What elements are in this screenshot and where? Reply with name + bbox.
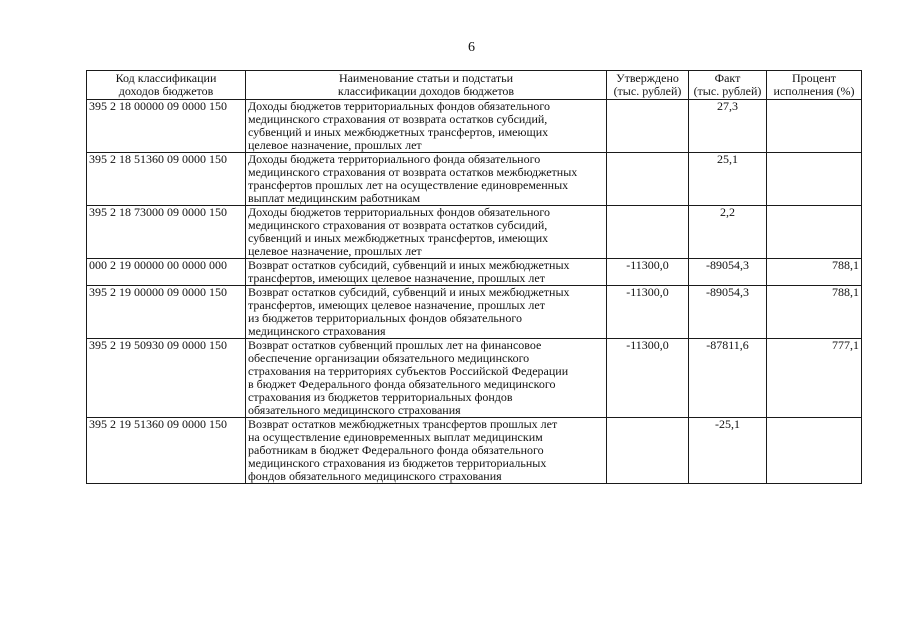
cell-name-line: на осуществление единовременных выплат медицинским: [248, 430, 543, 444]
header-name: Наименование статьи и подстатьи классификации доходов бюджетов: [246, 71, 607, 100]
cell-fact: 2,2: [689, 206, 767, 259]
cell-percent: 788,1: [767, 286, 862, 339]
cell-name-line: трансфертов, имеющих целевое назначение, прошлых лет: [248, 298, 545, 312]
cell-approved: -11300,0: [607, 339, 689, 418]
cell-approved: -11300,0: [607, 286, 689, 339]
cell-code: 395 2 18 51360 09 0000 150: [87, 153, 246, 206]
cell-name-line: целевое назначение, прошлых лет: [248, 138, 422, 152]
cell-name-line: медицинского страхования из бюджетов территориальных: [248, 456, 547, 470]
cell-name-line: медицинского страхования от возврата остатков субсидий,: [248, 218, 548, 232]
cell-name-line: Доходы бюджетов территориальных фондов обязательного: [248, 99, 551, 113]
table-row: [87, 153, 862, 206]
cell-percent: [767, 100, 862, 153]
cell-name-line: выплат медицинским работникам: [248, 191, 421, 205]
cell-approved: [607, 100, 689, 153]
table-row: [87, 286, 862, 339]
cell-name-line: трансфертов прошлых лет на осуществление единовременных: [248, 178, 569, 192]
cell-fact: 25,1: [689, 153, 767, 206]
table-row: [87, 259, 862, 286]
cell-approved: [607, 153, 689, 206]
cell-name: [246, 100, 607, 153]
cell-name-line: работникам в бюджет Федерального фонда обязательного: [248, 443, 544, 457]
cell-name-line: Возврат остатков межбюджетных трансфертов прошлых лет: [248, 417, 558, 431]
cell-name-line: медицинского страхования от возврата остатков субсидий,: [248, 112, 548, 126]
header-approved: Утверждено (тыс. рублей): [607, 71, 689, 100]
cell-name: [246, 286, 607, 339]
cell-name: [246, 339, 607, 418]
cell-name-line: в бюджет Федерального фонда обязательного медицинского: [248, 377, 556, 391]
cell-name: [246, 418, 607, 484]
cell-fact: -25,1: [689, 418, 767, 484]
table-row: [87, 100, 862, 153]
page-number: 6: [468, 40, 475, 55]
cell-fact: -89054,3: [689, 259, 767, 286]
cell-approved: [607, 206, 689, 259]
cell-percent: 777,1: [767, 339, 862, 418]
cell-name: [246, 206, 607, 259]
cell-approved: -11300,0: [607, 259, 689, 286]
header-fact: Факт (тыс. рублей): [689, 71, 767, 100]
header-percent: Процент исполнения (%): [767, 71, 862, 100]
table-row: [87, 418, 862, 484]
cell-name: [246, 153, 607, 206]
cell-fact: -89054,3: [689, 286, 767, 339]
cell-name-line: страхования из бюджетов территориальных фондов: [248, 390, 513, 404]
cell-percent: [767, 418, 862, 484]
cell-code: 395 2 18 00000 09 0000 150: [87, 100, 246, 153]
table-header-row: [87, 71, 862, 100]
budget-revenue-table: [86, 70, 862, 484]
cell-name-line: Доходы бюджета территориального фонда обязательного: [248, 152, 541, 166]
table-row: [87, 206, 862, 259]
cell-code: 395 2 18 73000 09 0000 150: [87, 206, 246, 259]
cell-name-line: обеспечение организации обязательного медицинского: [248, 351, 530, 365]
cell-name-line: страхования на территориях субъектов Российской Федерации: [248, 364, 569, 378]
cell-fact: 27,3: [689, 100, 767, 153]
cell-name-line: медицинского страхования: [248, 324, 386, 338]
cell-name-line: из бюджетов территориальных фондов обязательного: [248, 311, 522, 325]
cell-name-line: Возврат остатков субсидий, субвенций и иных межбюджетных: [248, 285, 570, 299]
cell-code: 395 2 19 50930 09 0000 150: [87, 339, 246, 418]
cell-name-line: фондов обязательного медицинского страхования: [248, 469, 502, 483]
header-code: Код классификации доходов бюджетов: [87, 71, 246, 100]
cell-name-line: обязательного медицинского страхования: [248, 403, 461, 417]
cell-name-line: медицинского страхования от возврата остатков межбюджетных: [248, 165, 578, 179]
cell-name: [246, 259, 607, 286]
cell-name-line: целевое назначение, прошлых лет: [248, 244, 422, 258]
table-body: [87, 100, 862, 484]
cell-name-line: субвенций и иных межбюджетных трансфертов, имеющих: [248, 125, 549, 139]
cell-approved: [607, 418, 689, 484]
cell-name-line: Возврат остатков субвенций прошлых лет на финансовое: [248, 338, 542, 352]
table-row: [87, 339, 862, 418]
cell-percent: [767, 206, 862, 259]
cell-fact: -87811,6: [689, 339, 767, 418]
cell-name-line: трансфертов, имеющих целевое назначение, прошлых лет: [248, 271, 545, 285]
cell-percent: [767, 153, 862, 206]
cell-code: 395 2 19 51360 09 0000 150: [87, 418, 246, 484]
cell-name-line: субвенций и иных межбюджетных трансфертов, имеющих: [248, 231, 549, 245]
cell-percent: 788,1: [767, 259, 862, 286]
cell-name-line: Доходы бюджетов территориальных фондов обязательного: [248, 205, 551, 219]
cell-name-line: Возврат остатков субсидий, субвенций и иных межбюджетных: [248, 258, 570, 272]
cell-code: 395 2 19 00000 09 0000 150: [87, 286, 246, 339]
cell-code: 000 2 19 00000 00 0000 000: [87, 259, 246, 286]
